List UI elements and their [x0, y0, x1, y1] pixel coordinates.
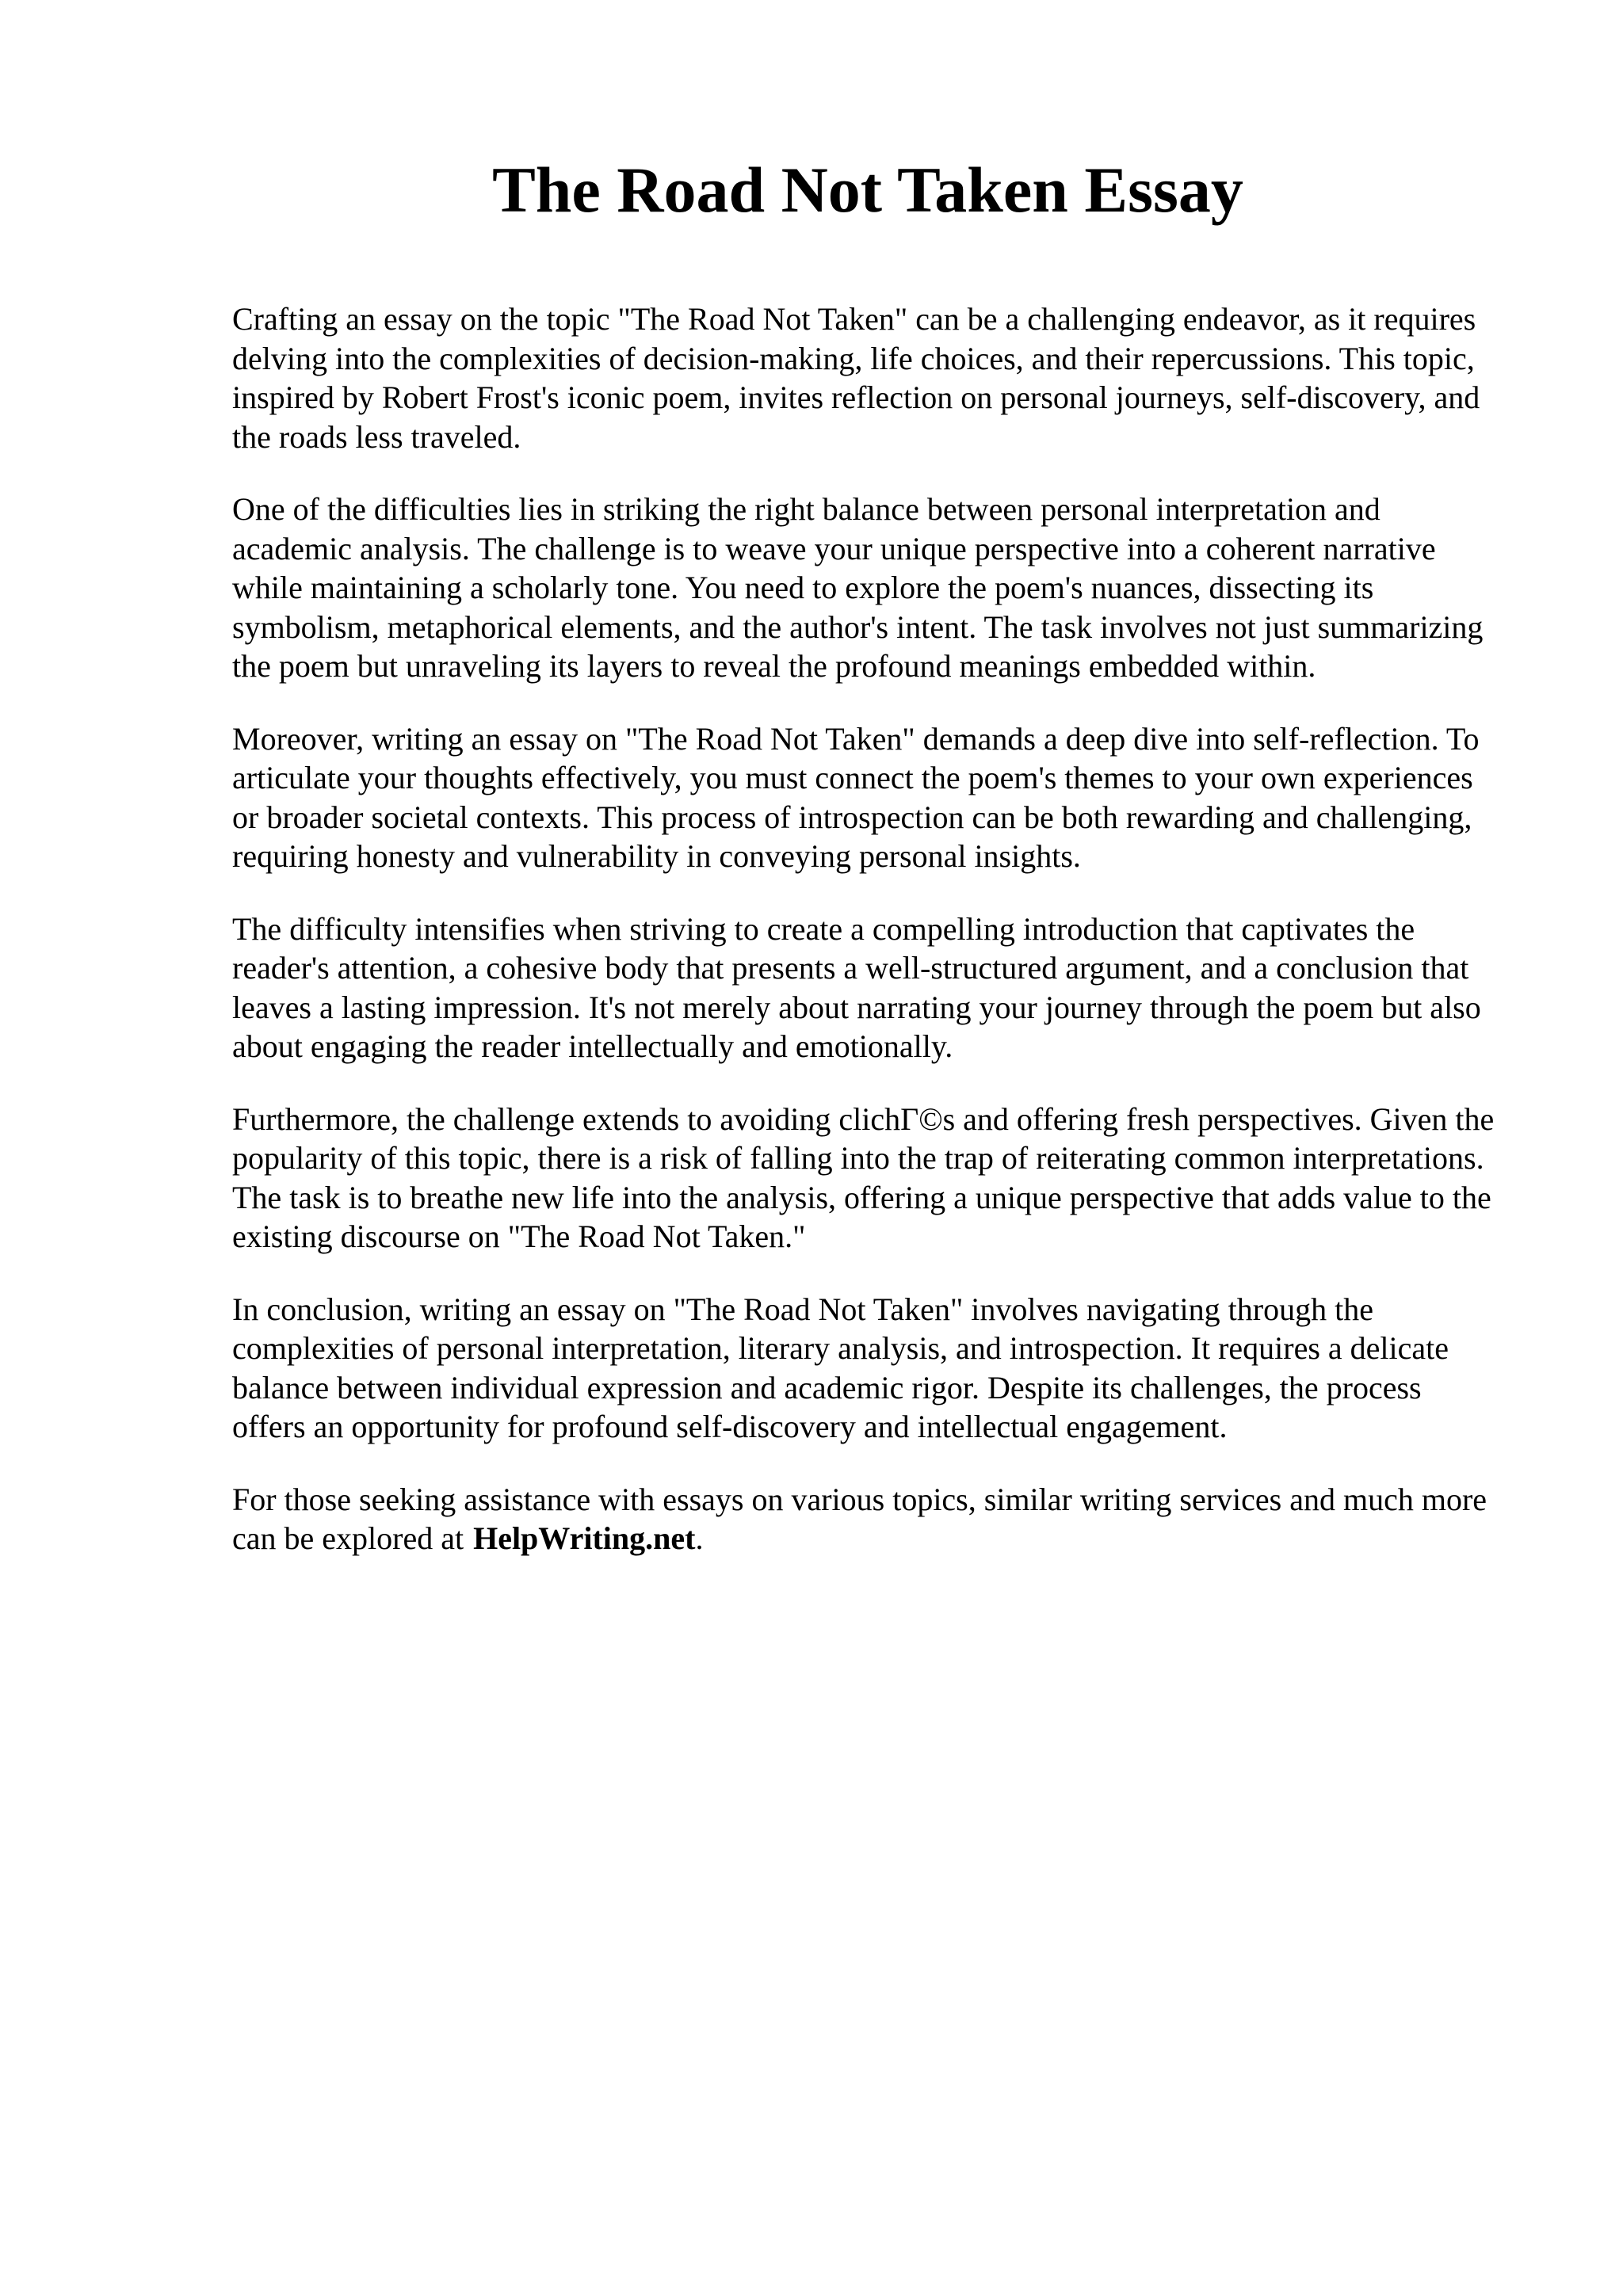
helpwriting-link[interactable]: HelpWriting.net: [473, 1520, 696, 1556]
document-title: The Road Not Taken Essay: [492, 154, 1243, 226]
paragraph-1: Crafting an essay on the topic "The Road Not Taken" can be a challenging endeavor, as it requires delving into the complexities of decision-making, life choices, and their repercussions. This topic, inspired by Robert Frost's iconic poem, invites reflection on personal journeys, self-discovery, and the roads less traveled.: [232, 301, 1480, 455]
paragraph-3: Moreover, writing an essay on "The Road Not Taken" demands a deep dive into self-reflection. To articulate your thoughts effectively, you must connect the poem's themes to your own experiences or broader societal contexts. This process of introspection can be both rewarding and challenging, requiring honesty and vulnerability in conveying personal insights.: [232, 720, 1480, 874]
closing-period: .: [695, 1520, 704, 1556]
paragraph-5: Furthermore, the challenge extends to avoiding clichГ©s and offering fresh perspectives. Given the popularity of this topic, there is a risk of falling into the trap of reiterating common interpretations. The task is to breathe new life into the analysis, offering a unique perspective that adds value to the existing discourse on "The Road Not Taken.": [232, 1100, 1495, 1254]
document-body: [232, 299, 1500, 1592]
closing-paragraph: [232, 1480, 1500, 1558]
paragraph-6: In conclusion, writing an essay on "The Road Not Taken" involves navigating through the complexities of personal interpretation, literary analysis, and introspection. It requires a delicate balance between individual expression and academic rigor. Despite its challenges, the process offers an opportunity for profound self-discovery and intellectual engagement.: [232, 1291, 1449, 1444]
paragraph-2: One of the difficulties lies in striking the right balance between personal interpretation and academic analysis. The challenge is to weave your unique perspective into a coherent narrative while maintaining a scholarly tone. You need to explore the poem's nuances, dissecting its symbolism, metaphorical elements, and the author's intent. The task involves not just summarizing the poem but unraveling its layers to reveal the profound meanings embedded within.: [232, 491, 1484, 684]
closing-text: For those seeking assistance with essays on various topics, similar writing services and much more can be explored at: [232, 1481, 1487, 1556]
paragraph-4: The difficulty intensifies when striving to create a compelling introduction that captivates the reader's attention, a cohesive body that presents a well-structured argument, and a conclusion that leaves a lasting impression. It's not merely about narrating your journey through the poem but also about engaging the reader intellectually and emotionally.: [232, 910, 1481, 1064]
